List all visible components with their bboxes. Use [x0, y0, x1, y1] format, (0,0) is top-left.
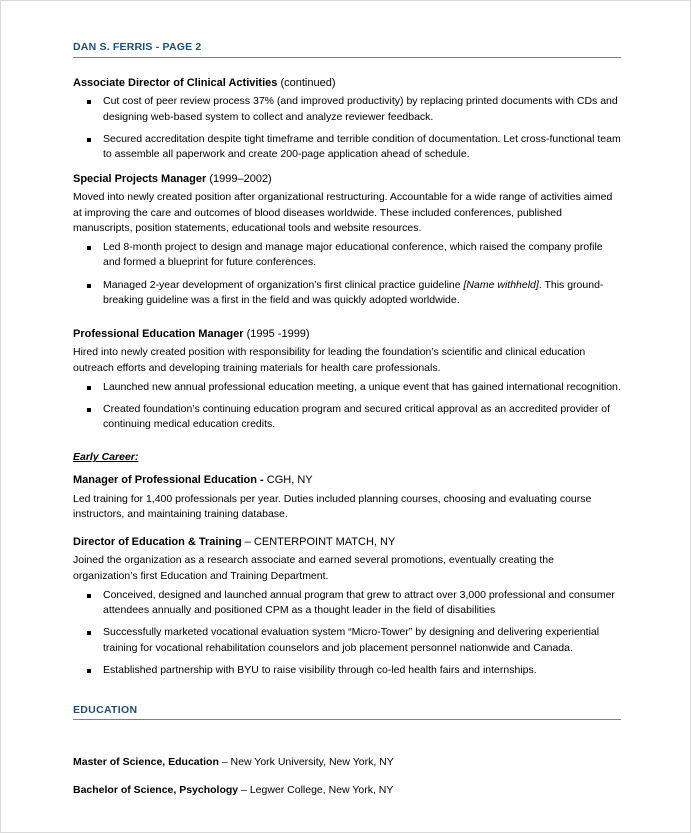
list-item: Secured accreditation despite tight timeframe and terrible condition of documentation. Let cross-functional team to assemble all paperwork and create 200-page application ahead of schedule.: [73, 132, 621, 162]
section-heading-education: EDUCATION: [73, 703, 138, 716]
job-title-suffix: (1995 -1999): [243, 328, 310, 340]
job-entry-special-projects-manager: [73, 172, 621, 308]
job-description: Led training for 1,400 professionals per year. Duties included planning courses, choosing and evaluating course instructors, and maintaining training database.: [73, 492, 592, 520]
list-item: Established partnership with BYU to raise visibility through co-led health fairs and internships.: [73, 663, 621, 678]
job-title-text: Director of Education & Training: [73, 536, 242, 549]
education-school: – Legwer College, New York, NY: [238, 784, 394, 797]
job-title: [73, 76, 621, 90]
list-item: Led 8-month project to design and manage major educational conference, which raised the company profile and formed a blueprint for future conferences.: [73, 240, 621, 270]
list-item: Created foundation’s continuing education program and secured critical approval as an accredited provider of continuing medical education credits.: [73, 402, 621, 432]
job-title: [73, 172, 621, 186]
list-item: Launched new annual professional education meeting, a unique event that has gained international recognition.: [73, 380, 621, 395]
list-item: Managed 2-year development of organization’s first clinical practice guideline [Name withheld]. This ground-breaking guideline was a first in the field and was quickly adopted worldwide.: [73, 278, 621, 308]
education-school: – New York University, New York, NY: [218, 756, 394, 769]
job-entry-associate-director: [73, 76, 621, 162]
job-title-suffix: (1999–2002): [206, 173, 272, 186]
job-title-text: Associate Director of Clinical Activities: [73, 77, 278, 89]
job-bullet-list: [73, 588, 621, 678]
list-item: Cut cost of peer review process 37% (and improved productivity) by replacing printed documents with CDs and designing web-based system to collect and analyze reviewer feedback.: [73, 94, 621, 124]
list-item: Conceived, designed and launched annual program that grew to attract over 3,000 professional and consumer attendees annually and positioned CPM as a thought leader in the field of disabilities: [73, 588, 621, 618]
section-divider: [73, 719, 621, 720]
page-header-title: DAN S. FERRIS - PAGE 2: [73, 41, 202, 53]
spacer: [73, 526, 621, 535]
job-description: Joined the organization as a research associate and earned several promotions, eventually creating the organization’s first Education and Training Department.: [73, 554, 554, 582]
job-title: [73, 327, 621, 341]
list-item: Successfully marketed vocational evaluation system “Micro-Tower” by designing and delivering experiential training for vocational rehabilitation counselors and job placement personnel nationwide and Canada.: [73, 625, 621, 655]
job-description: Moved into newly created position after organizational restructuring. Accountable for a wide range of activities aimed at improving the care and outcomes of blood diseases worldwide. These included conferences, published manuscripts, position statements, educational tools and website resources.: [73, 191, 613, 234]
job-title-suffix: CGH, NY: [263, 474, 313, 487]
job-entry-director-education-training: [73, 535, 621, 678]
education-entry: [73, 783, 621, 798]
job-description: Hired into newly created position with responsibility for leading the foundation’s scientific and clinical education outreach efforts and developing training materials for health care professionals.: [73, 346, 586, 374]
job-bullet-list: [73, 380, 621, 433]
withheld-name: [Name withheld]: [463, 278, 539, 291]
early-career-label: Early Career:: [73, 451, 139, 464]
spacer: [73, 688, 621, 704]
job-bullet-list: [73, 240, 621, 308]
education-degree: Bachelor of Science, Psychology: [73, 784, 239, 797]
job-title-text: Professional Education Manager: [73, 328, 244, 340]
job-title-suffix: (continued): [277, 77, 336, 89]
spacer: [73, 736, 621, 745]
education-degree: Master of Science, Education: [73, 756, 219, 769]
job-bullet-list: [73, 94, 621, 162]
spacer: [73, 442, 621, 451]
job-entry-professional-education-manager: [73, 327, 621, 432]
job-title-suffix: – CENTERPOINT MATCH, NY: [241, 536, 396, 549]
spacer: [73, 318, 621, 327]
page-content: [73, 41, 621, 811]
job-title-text: Manager of Professional Education -: [73, 474, 264, 487]
job-title-text: Special Projects Manager: [73, 173, 207, 186]
job-entry-manager-professional-education: [73, 473, 621, 522]
header-divider: [73, 57, 621, 58]
job-title: [73, 473, 621, 487]
education-entry: [73, 755, 621, 770]
job-title: [73, 535, 621, 549]
